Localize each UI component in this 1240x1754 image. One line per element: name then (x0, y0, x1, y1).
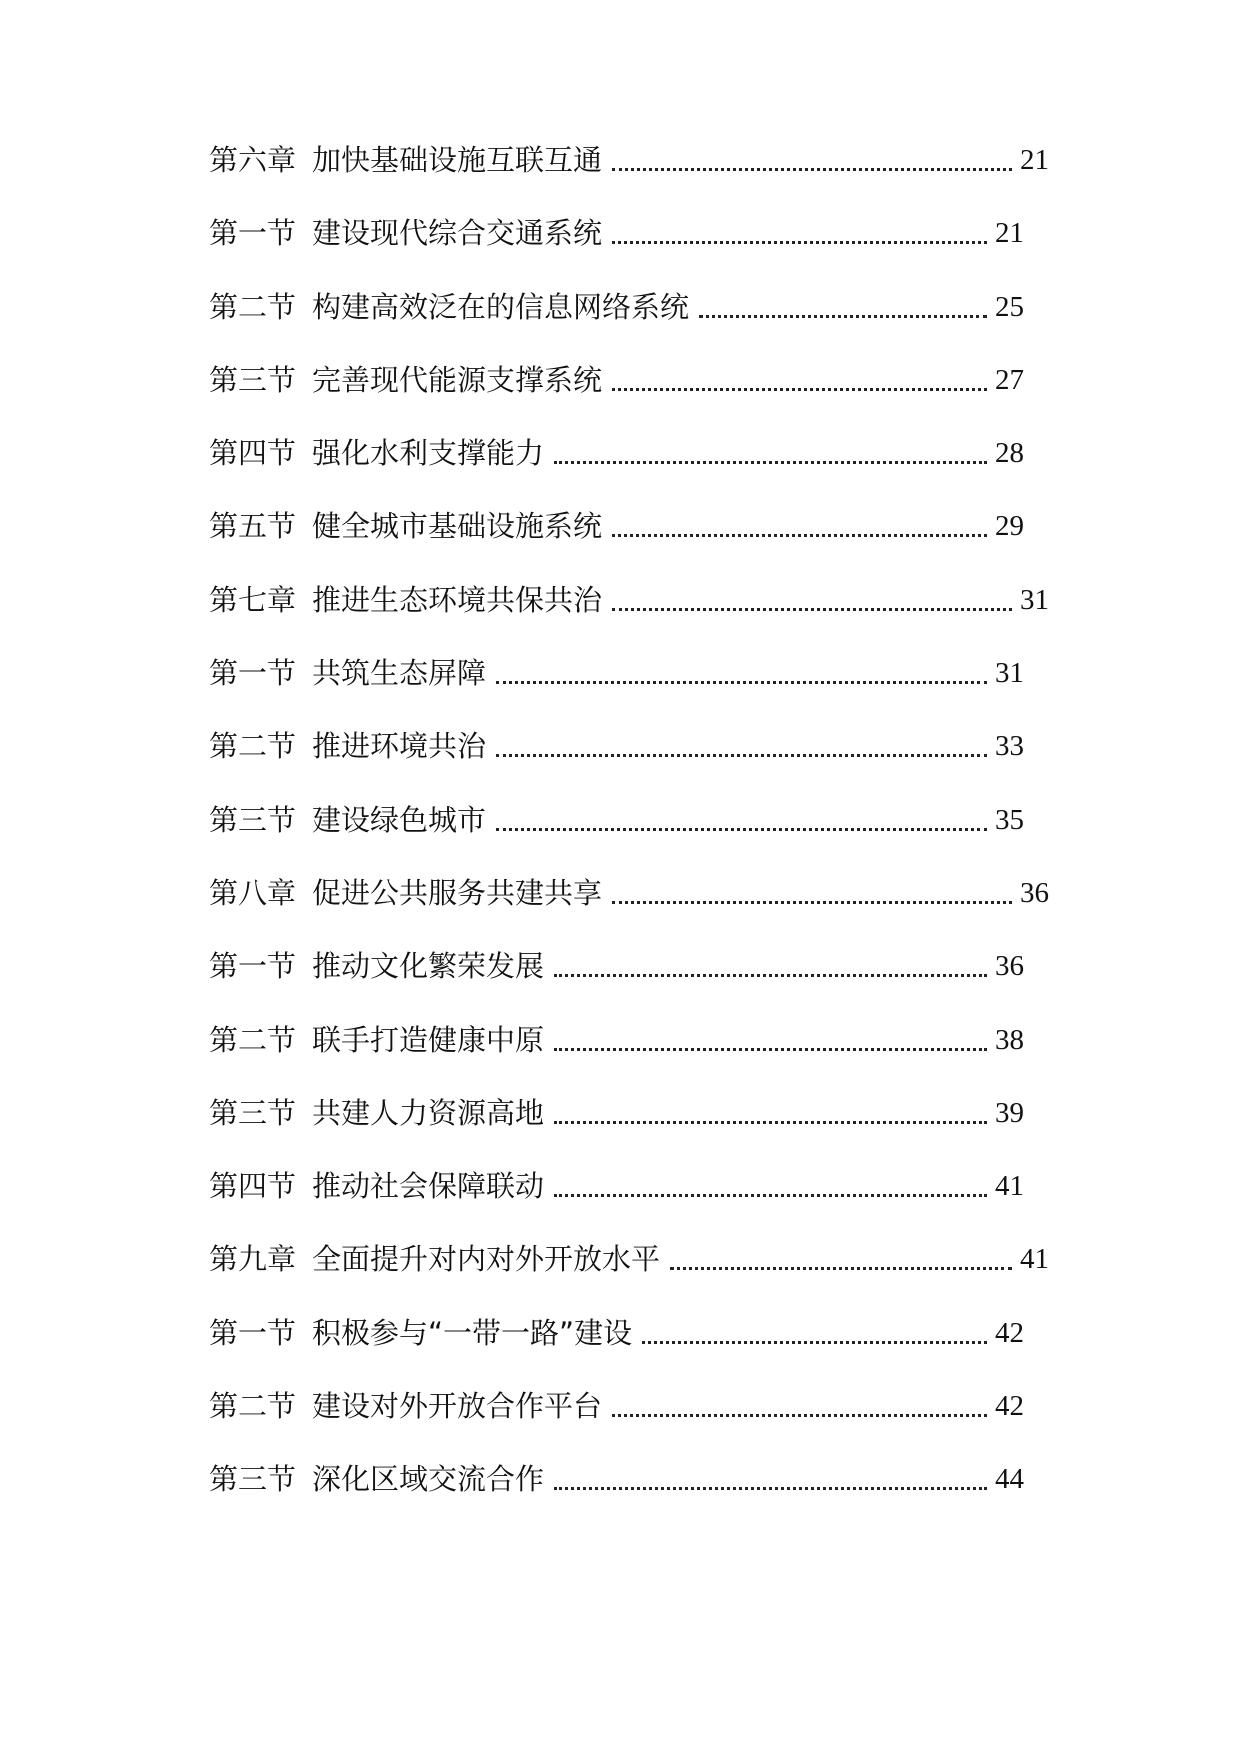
toc-entry-page: 29 (995, 510, 1024, 543)
toc-entry-section[interactable] (209, 435, 1024, 508)
dot-leader (612, 875, 1012, 911)
toc-entry-label: 第七章 (209, 582, 297, 617)
toc-entry-label: 第二节 (209, 289, 297, 324)
toc-entry-label: 第五节 (209, 509, 297, 544)
toc-entry-section[interactable] (209, 362, 1024, 435)
toc-entry-section[interactable] (209, 508, 1024, 581)
toc-entry-label: 第二节 (209, 1389, 297, 1424)
toc-entry-page: 38 (995, 1023, 1024, 1056)
toc-entry-page: 25 (995, 290, 1024, 323)
toc-entry-title: 推动社会保障联动 (312, 1169, 545, 1204)
toc-entry-section[interactable] (209, 1168, 1024, 1241)
toc-entry-title: 共筑生态屏障 (312, 656, 487, 691)
toc-entry-page: 21 (995, 217, 1024, 250)
table-of-contents (209, 142, 1049, 1535)
toc-entry-title: 推进生态环境共保共治 (312, 582, 603, 617)
toc-entry-page: 36 (995, 950, 1024, 983)
dot-leader (554, 1168, 987, 1204)
dot-leader (554, 1095, 987, 1131)
toc-entry-title: 促进公共服务共建共享 (312, 875, 603, 910)
toc-entry-page: 42 (995, 1390, 1024, 1423)
toc-entry-label: 第三节 (209, 362, 297, 397)
toc-entry-page: 33 (995, 730, 1024, 763)
dot-leader (496, 802, 987, 838)
toc-entry-title: 联手打造健康中原 (312, 1022, 545, 1057)
toc-entry-title: 推进环境共治 (312, 729, 487, 764)
toc-entry-title: 完善现代能源支撑系统 (312, 362, 603, 397)
toc-entry-title: 建设绿色城市 (312, 802, 487, 837)
toc-entry-title: 加快基础设施互联互通 (312, 143, 603, 177)
dot-leader (642, 1315, 987, 1351)
toc-entry-label: 第一节 (209, 1315, 297, 1350)
toc-entry-page: 31 (1020, 583, 1049, 616)
toc-entry-section[interactable] (209, 802, 1024, 875)
toc-entry-page: 42 (995, 1316, 1024, 1349)
toc-entry-page: 44 (995, 1463, 1024, 1496)
toc-entry-chapter[interactable] (209, 142, 1049, 215)
dot-leader (554, 948, 987, 984)
toc-entry-title: 深化区域交流合作 (312, 1462, 545, 1497)
toc-entry-title: 强化水利支撑能力 (312, 436, 545, 471)
dot-leader (612, 362, 987, 398)
dot-leader (554, 1022, 987, 1058)
dot-leader (496, 655, 987, 691)
toc-entry-label: 第二节 (209, 1022, 297, 1057)
toc-entry-section[interactable] (209, 1388, 1024, 1461)
toc-entry-section[interactable] (209, 655, 1024, 728)
toc-entry-label: 第三节 (209, 802, 297, 837)
toc-entry-chapter[interactable] (209, 582, 1049, 655)
toc-entry-page: 39 (995, 1096, 1024, 1129)
toc-entry-section[interactable] (209, 1022, 1024, 1095)
toc-entry-chapter[interactable] (209, 875, 1049, 948)
toc-entry-title: 建设现代综合交通系统 (312, 216, 603, 251)
toc-entry-section[interactable] (209, 1095, 1024, 1168)
toc-entry-label: 第八章 (209, 875, 297, 910)
toc-entry-section[interactable] (209, 289, 1024, 362)
dot-leader (496, 728, 987, 764)
toc-entry-section[interactable] (209, 215, 1024, 288)
toc-entry-label: 第一节 (209, 216, 297, 251)
toc-entry-title: 建设对外开放合作平台 (312, 1389, 603, 1424)
dot-leader (612, 508, 987, 544)
dot-leader (554, 1461, 987, 1497)
toc-entry-page: 27 (995, 363, 1024, 396)
toc-entry-page: 21 (1020, 144, 1049, 176)
dot-leader (612, 1388, 987, 1424)
toc-entry-page: 36 (1020, 876, 1049, 909)
toc-entry-title: 共建人力资源高地 (312, 1095, 545, 1130)
toc-entry-chapter[interactable] (209, 1241, 1049, 1314)
toc-entry-label: 第二节 (209, 729, 297, 764)
toc-entry-page: 28 (995, 437, 1024, 470)
toc-entry-title: 构建高效泛在的信息网络系统 (312, 289, 690, 324)
toc-entry-section[interactable] (209, 728, 1024, 801)
toc-entry-label: 第一节 (209, 949, 297, 984)
toc-entry-label: 第一节 (209, 656, 297, 691)
toc-entry-label: 第三节 (209, 1095, 297, 1130)
toc-entry-title: 健全城市基础设施系统 (312, 509, 603, 544)
toc-entry-page: 31 (995, 657, 1024, 690)
toc-entry-label: 第六章 (209, 143, 297, 177)
toc-entry-section[interactable] (209, 948, 1024, 1021)
dot-leader (699, 289, 987, 325)
toc-entry-label: 第三节 (209, 1462, 297, 1497)
dot-leader (612, 215, 987, 251)
toc-entry-label: 第四节 (209, 436, 297, 471)
toc-entry-label: 第九章 (209, 1242, 297, 1277)
toc-entry-page: 41 (1020, 1243, 1049, 1276)
dot-leader (554, 435, 987, 471)
toc-entry-page: 41 (995, 1170, 1024, 1203)
toc-entry-title: 积极参与“一带一路”建设 (312, 1315, 633, 1350)
toc-entry-section[interactable] (209, 1315, 1024, 1388)
toc-entry-title: 全面提升对内对外开放水平 (312, 1242, 661, 1277)
dot-leader (612, 142, 1012, 178)
dot-leader (670, 1241, 1012, 1277)
toc-entry-section[interactable] (209, 1461, 1024, 1534)
toc-entry-page: 35 (995, 803, 1024, 836)
toc-entry-label: 第四节 (209, 1169, 297, 1204)
toc-entry-title: 推动文化繁荣发展 (312, 949, 545, 984)
dot-leader (612, 582, 1012, 618)
